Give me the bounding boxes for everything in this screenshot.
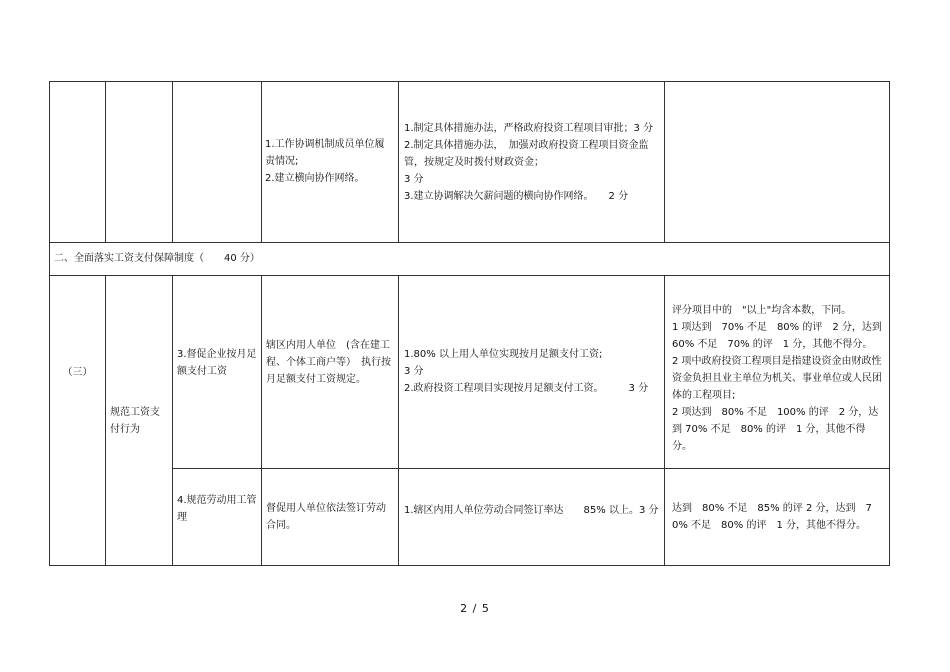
- row3a-note-4: 2 项达到 80% 不足 100% 的评 2 分，达到 70% 不足 80% 的评 1 分，其他不得分。: [672, 407, 879, 452]
- row3a-note-3: 2 项中政府投资工程项目是指建设资金由财政性资金负担且业主单位为机关、事业单位或人民团体的工程项目;: [672, 356, 882, 401]
- row3a-notes-cell: [672, 302, 884, 455]
- row3a-note-1: 评分项目中的 "以上"均含本数，下同。: [672, 305, 852, 316]
- row1-content-line-1: 1.工作协调机制成员单位履责情况;: [265, 139, 385, 167]
- row3b-scoring: 1.辖区内用人单位劳动合同签订率达 85% 以上。3 分: [404, 505, 659, 516]
- row3a-scoring-line-1: 1.80% 以上用人单位实现按月足额支付工资;: [404, 349, 603, 360]
- row1-scoring-cell: [404, 120, 658, 205]
- row3b-notes: 达到 80% 不足 85% 的评 2 分，达到 70% 不足 80% 的评 1 分，其他不得分。: [672, 503, 872, 531]
- row3a-note-2: 1 项达到 70% 不足 80% 的评 2 分，达到 60% 不足 70% 的评 1 分，其他不得分。: [672, 322, 882, 350]
- row1-content-line-2: 2.建立横向协作网络。: [265, 173, 365, 184]
- row1-scoring-line-1: 1.制定具体措施办法，严格政府投资工程项目审批；3 分 2.制定具体措施办法， 加强对政府投资工程项目资金监管，按规定及时拨付财政资金；: [404, 123, 654, 168]
- row3a-item: 3.督促企业按月足额支付工资: [177, 349, 257, 377]
- row3-category: 规范工资支付行为: [110, 407, 160, 435]
- row3a-scoring-line-3: 2.政府投资工程项目实现按月足额支付工资。 3 分: [404, 383, 649, 394]
- section-header: 二、全面落实工资支付保障制度（ 40 分）: [54, 253, 260, 264]
- row1-scoring-line-2: 3 分: [404, 174, 424, 185]
- page-number: 2 / 5: [460, 602, 490, 615]
- row3a-content: 辖区内用人单位 (含在建工程、个体工商户等） 执行按月足额支付工资规定。: [266, 340, 391, 385]
- row3a-scoring-line-2: 3 分: [404, 366, 424, 377]
- row3-index: （三）: [62, 367, 93, 378]
- row3b-item: 4.规范劳动用工管理: [177, 495, 257, 523]
- row1-scoring-line-3: 3.建立协调解决欠薪问题的横向协作网络。 2 分: [404, 191, 629, 202]
- row3a-scoring-cell: [404, 346, 660, 397]
- row1-content-cell: [265, 136, 393, 187]
- row3b-content: 督促用人单位依法签订劳动合同。: [266, 503, 386, 531]
